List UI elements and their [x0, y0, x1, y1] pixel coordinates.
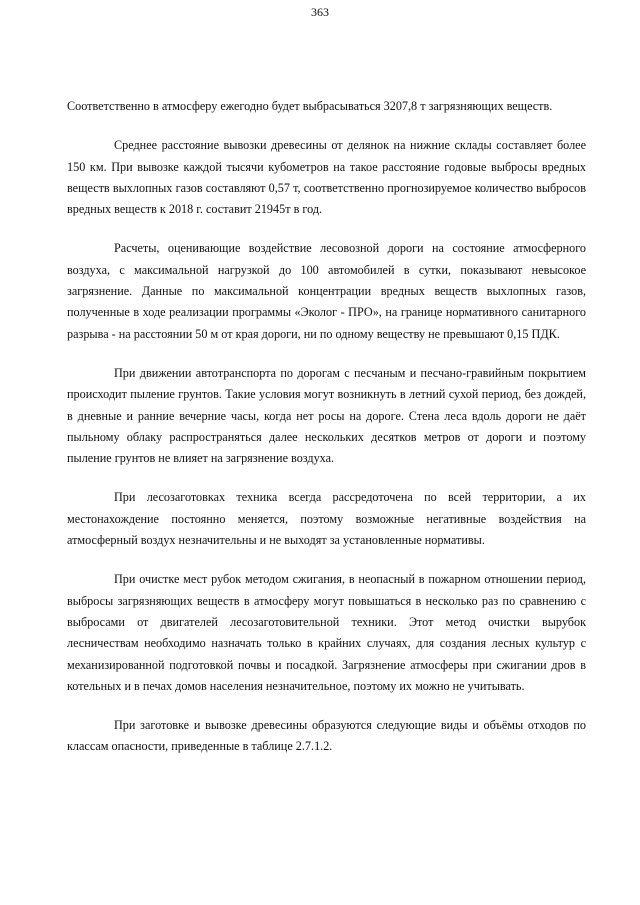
paragraph-6: При очистке мест рубок методом сжигания, в неопасный в пожарном отношении период, выбросы загрязняющих веществ в атмосферу могут повышаться в несколько раз по сравнению с выбросами от двигателей лесозаготовительной техники. Этот метод очистки вырубок лесничествам необходимо назначать только в крайних случаях, для создания лесных культур с механизированной подготовкой почвы и посадкой. Загрязнение атмосферы при сжигании дров в котельных и в печах домов населения незначительное, поэтому их можно не учитывать.	[67, 572, 586, 693]
page-number: 363	[311, 5, 329, 19]
paragraph-1: Соответственно в атмосферу ежегодно будет выбрасываться 3207,8 т загрязняющих веществ.	[67, 99, 553, 113]
paragraph-3: Расчеты, оценивающие воздействие лесовозной дороги на состояние атмосферного воздуха, с максимальной нагрузкой до 100 автомобилей в сутки, показывают невысокое загрязнение. Данные по максимальной концентрации вредных веществ выхлопных газов, полученные в ходе реализации программы «Эколог - ПРО», на границе нормативного санитарного разрыва - на расстоянии 50 м от края дороги, ни по одному веществу не превышают 0,15 ПДК.	[67, 241, 586, 341]
paragraph-2: Среднее расстояние вывозки древесины от делянок на нижние склады составляет более 150 км. При вывозке каждой тысячи кубометров на такое расстояние годовые выбросы вредных веществ выхлопных газов составляют 0,57 т, соответственно прогнозируемое количество выбросов вредных веществ к 2018 г. составит 21945т в год.	[67, 138, 586, 217]
paragraph-5: При лесозаготовках техника всегда рассредоточена по всей территории, а их местонахождение постоянно меняется, поэтому возможные негативные воздействия на атмосферный воздух незначительны и не выходят за установленные нормативы.	[67, 490, 586, 548]
document-body	[67, 96, 586, 776]
paragraph-4: При движении автотранспорта по дорогам с песчаным и песчано-гравийным покрытием происходит пыление грунтов. Такие условия могут возникнуть в летний сухой период, без дождей, в дневные и ранние вечерние часы, когда нет росы на дороге. Стена леса вдоль дороги не даёт пыльному облаку распространяться далее нескольких десятков метров от дороги и поэтому пыление грунтов не влияет на загрязнение воздуха.	[67, 365, 586, 466]
paragraph-7: При заготовке и вывозке древесины образуются следующие виды и объёмы отходов по классам опасности, приведенные в таблице 2.7.1.2.	[67, 718, 586, 754]
